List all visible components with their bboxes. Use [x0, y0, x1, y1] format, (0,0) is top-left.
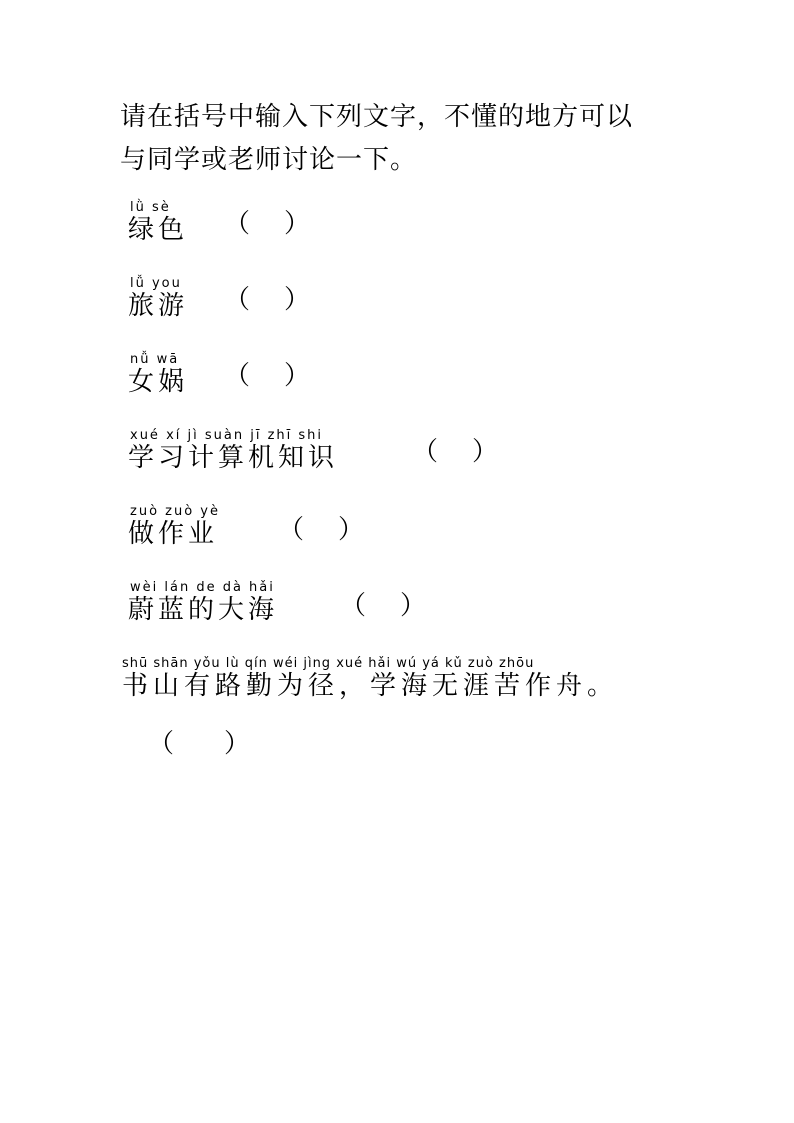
paren-open: （ — [148, 729, 175, 759]
exercise-hanzi: 女娲 — [128, 367, 189, 397]
paren-close: ） — [472, 437, 499, 467]
exercise-hanzi: 旅游 — [128, 291, 189, 321]
paren-open: （ — [412, 437, 439, 467]
instruction-line-2: 与同学或老师讨论一下。 — [120, 145, 418, 175]
proverb-pinyin: shū shān yǒu lù qín wéi jìng xué hǎi wú yá kǔ zuò zhōu — [122, 656, 535, 671]
exercise-pinyin: lǜ sè — [130, 200, 171, 215]
paren-open: （ — [224, 285, 251, 315]
paren-close: ） — [338, 515, 365, 545]
paren-open: （ — [224, 361, 251, 391]
exercise-hanzi: 做作业 — [128, 519, 219, 549]
paren-close: ） — [284, 209, 311, 239]
paren-close: ） — [284, 285, 311, 315]
answer-blank[interactable] — [224, 360, 310, 392]
paren-close: ） — [224, 729, 251, 759]
exercise-hanzi: 学习计算机知识 — [128, 443, 339, 473]
paren-open: （ — [340, 591, 367, 621]
paren-open: （ — [278, 515, 305, 545]
answer-blank[interactable] — [278, 514, 364, 546]
exercise-pinyin: xué xí jì suàn jī zhī shi — [130, 428, 323, 443]
exercise-pinyin: lǚ you — [130, 276, 182, 291]
exercise-pinyin: zuò zuò yè — [130, 504, 220, 519]
paren-close: ） — [284, 361, 311, 391]
answer-blank[interactable] — [412, 436, 498, 468]
exercise-pinyin: nǚ wā — [130, 352, 180, 367]
exercise-hanzi: 蔚蓝的大海 — [128, 595, 279, 625]
exercise-pinyin: wèi lán de dà hǎi — [130, 580, 275, 595]
exercise-hanzi: 绿色 — [128, 215, 189, 245]
answer-blank[interactable] — [340, 590, 426, 622]
paren-close: ） — [400, 591, 427, 621]
proverb-hanzi: 书山有路勤为径，学海无涯苦作舟。 — [122, 671, 619, 701]
proverb-answer-blank[interactable] — [148, 728, 250, 760]
answer-blank[interactable] — [224, 208, 310, 240]
instruction-text — [120, 96, 720, 182]
answer-blank[interactable] — [224, 284, 310, 316]
paren-open: （ — [224, 209, 251, 239]
instruction-line-1: 请在括号中输入下列文字，不懂的地方可以 — [120, 102, 634, 132]
